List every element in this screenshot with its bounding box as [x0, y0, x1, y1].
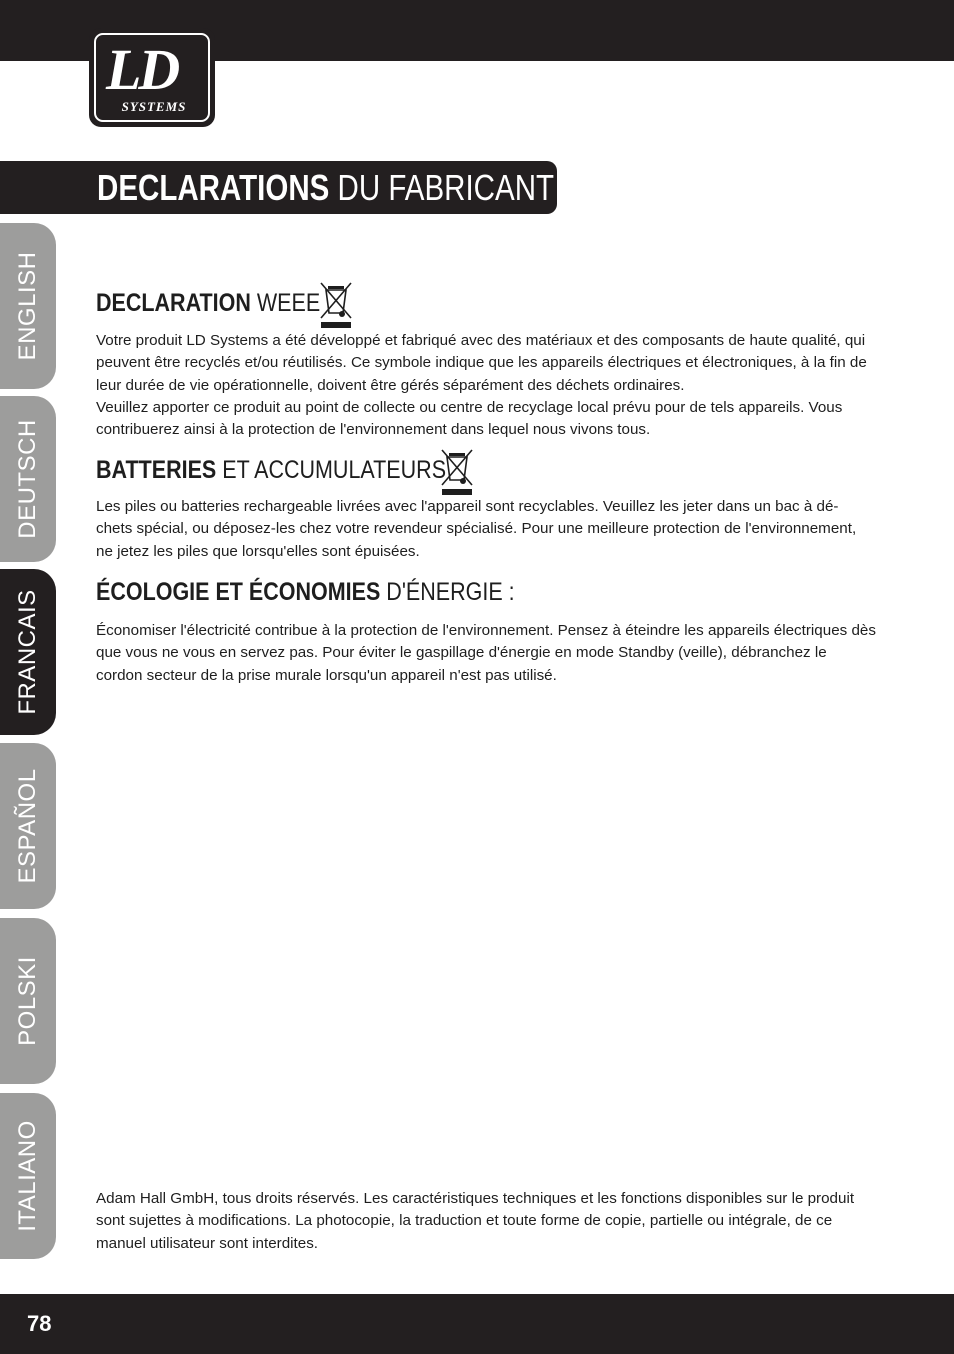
- paragraph: Veuillez apporter ce produit au point de collecte ou centre de recyclage local prévu pour de tels appareils. Vous contribuerez ainsi à la protection de l'environnement dans lequel nous vivons tous.: [96, 398, 843, 439]
- copyright-note: [96, 1188, 876, 1255]
- crossed-out-wheelie-bin-icon: [439, 447, 475, 497]
- page-title: [97, 167, 570, 209]
- paragraph: Les piles ou batteries rechargeable livrées avec l'appareil sont recyclables. Veuillez les jeter dans un bac à dé- chets spécial, ou déposez-les chez votre revendeur spécialisé. Pour une meilleure protection de l'environnement, ne jetez les piles que lorsqu'elles sont épuisées.: [96, 498, 857, 560]
- tab-polski[interactable]: [0, 918, 56, 1084]
- bottom-footer-bar: [0, 1294, 954, 1354]
- page-title-bar: [0, 161, 570, 214]
- heading-regular: WEEE: [256, 289, 321, 317]
- logo-ld-text: LD: [106, 37, 178, 102]
- weee-text: [96, 330, 876, 441]
- tab-espanol[interactable]: [0, 743, 56, 909]
- logo-systems-text: SYSTEMS: [121, 99, 187, 114]
- crossed-out-wheelie-bin-icon: [318, 280, 354, 330]
- ecologie-text: [96, 620, 876, 687]
- paragraph: Économiser l'électricité contribue à la protection de l'environnement. Pensez à éteindre les appareils électriques dès que vous ne vous en servez pas. Pour éviter le gaspillage d'énergie en mode Standby (veille), débranchez le cordon secteur de la prise murale lorsqu'un appareil n'est pas utilisé.: [96, 622, 876, 684]
- heading-regular: ET ACCUMULATEURS: [222, 456, 447, 484]
- tab-label: FRANCAIS: [14, 589, 41, 715]
- tab-label: ENGLISH: [14, 251, 41, 361]
- tab-label: DEUTSCH: [14, 419, 41, 539]
- heading-bold: BATTERIES: [96, 456, 217, 484]
- tab-label: POLSKI: [14, 956, 41, 1046]
- page-number: 78: [27, 1311, 52, 1336]
- tab-label: ITALIANO: [14, 1120, 41, 1232]
- section-heading-ecologie: [96, 577, 515, 607]
- tab-deutsch[interactable]: [0, 396, 56, 562]
- heading-bold: ÉCOLOGIE ET ÉCONOMIES: [96, 578, 381, 606]
- tab-english[interactable]: [0, 223, 56, 389]
- section-heading-batteries: [96, 455, 446, 485]
- tab-label: ESPAÑOL: [14, 768, 41, 884]
- page-title-regular: DU FABRICANT :: [337, 167, 570, 208]
- page-title-bold: DECLARATIONS: [97, 167, 330, 208]
- ld-systems-logo: [89, 28, 215, 127]
- tab-italiano[interactable]: [0, 1093, 56, 1259]
- section-heading-weee: [96, 288, 320, 318]
- paragraph: Adam Hall GmbH, tous droits réservés. Les caractéristiques techniques et les fonctions disponibles sur le produit sont sujettes à modifications. La photocopie, la traduction et toute forme de copie, partielle ou intégrale, de ce manuel utilisateur sont interdites.: [96, 1190, 855, 1252]
- heading-regular: D'ÉNERGIE :: [386, 578, 515, 606]
- batteries-text: [96, 496, 876, 563]
- logo-frame: [94, 33, 210, 122]
- paragraph: Votre produit LD Systems a été développé et fabriqué avec des matériaux et des composants de haute qualité, qui peuvent être recyclés et/ou réutilisés. Ce symbole indique que les appareils électriques et électroniques, à la fin de leur durée de vie opérationnelle, doivent être gérés séparément des déchets ordinaires.: [96, 332, 867, 394]
- heading-bold: DECLARATION: [96, 289, 251, 317]
- tab-francais[interactable]: [0, 569, 56, 735]
